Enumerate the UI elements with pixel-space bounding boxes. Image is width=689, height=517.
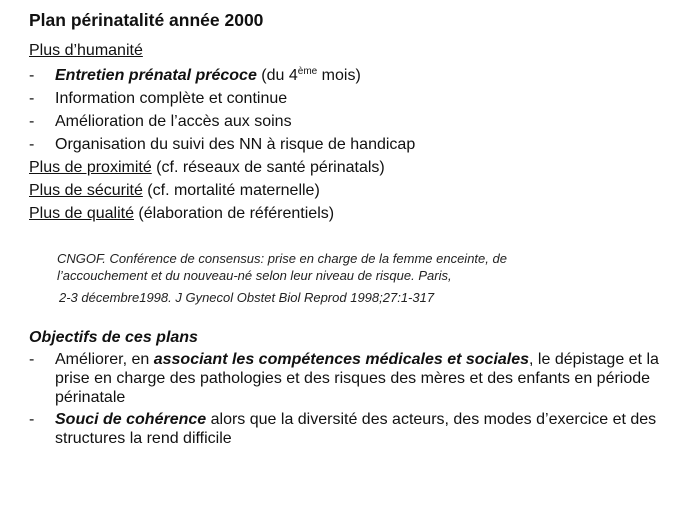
objectif-2-post: alors que la diversité des acteurs, des modes d’exercice et des structures la rend difficile	[55, 411, 657, 447]
objectif-2-bold: Souci de cohérence	[55, 411, 207, 428]
bullet-dash: -	[29, 113, 35, 130]
securite-label: Plus de sécurité	[29, 182, 143, 199]
reference-line-3: 2-3 décembre1998. J Gynecol Obstet Biol Reprod 1998;27:1-317	[59, 290, 435, 305]
objectif-2-text	[55, 410, 675, 448]
qualite-rest: (élaboration de référentiels)	[133, 205, 335, 222]
bullet-dash: -	[29, 136, 35, 153]
securite-rest: (cf. mortalité maternelle)	[142, 182, 320, 199]
objectif-1-post: , le dépistage et la prise en charge des pathologies et des risques des mères et des enfants en période périnatale	[55, 351, 659, 406]
heading-objectifs: Objectifs de ces plans	[29, 329, 198, 346]
bullet-dash: -	[29, 90, 35, 107]
bullet-rest2: mois)	[317, 67, 361, 84]
objectif-1-bold: associant les compétences médicales et sociales	[153, 351, 530, 368]
line-proximite	[29, 158, 385, 177]
bullet-text: Information complète et continue	[55, 90, 288, 107]
reference-line-2: l’accouchement et du nouveau-né selon leur niveau de risque. Paris,	[57, 268, 452, 283]
bullet-text: Organisation du suivi des NN à risque de handicap	[55, 136, 416, 153]
proximite-label: Plus de proximité	[29, 159, 152, 176]
qualite-label: Plus de qualité	[29, 205, 134, 222]
line-qualite	[29, 204, 334, 223]
bullet-sup: ème	[297, 66, 318, 77]
objectif-1-pre: Améliorer, en	[55, 351, 154, 368]
bullet-bold: Entretien prénatal précoce	[55, 67, 257, 84]
bullet-dash: -	[29, 67, 35, 84]
bullet-rest1: (du 4	[256, 67, 298, 84]
line-securite	[29, 181, 320, 200]
objectif-1-dash: -	[29, 351, 35, 368]
bullet-text: Amélioration de l’accès aux soins	[55, 113, 292, 130]
reference-line-1: CNGOF. Conférence de consensus: prise en charge de la femme enceinte, de	[57, 251, 507, 266]
heading-humanite: Plus d’humanité	[29, 42, 143, 59]
proximite-rest: (cf. réseaux de santé périnatals)	[151, 159, 385, 176]
slide-title: Plan périnatalité année 2000	[29, 10, 264, 30]
objectif-2-dash: -	[29, 411, 35, 428]
objectif-1-text	[55, 350, 675, 407]
bullet-text	[55, 66, 361, 85]
